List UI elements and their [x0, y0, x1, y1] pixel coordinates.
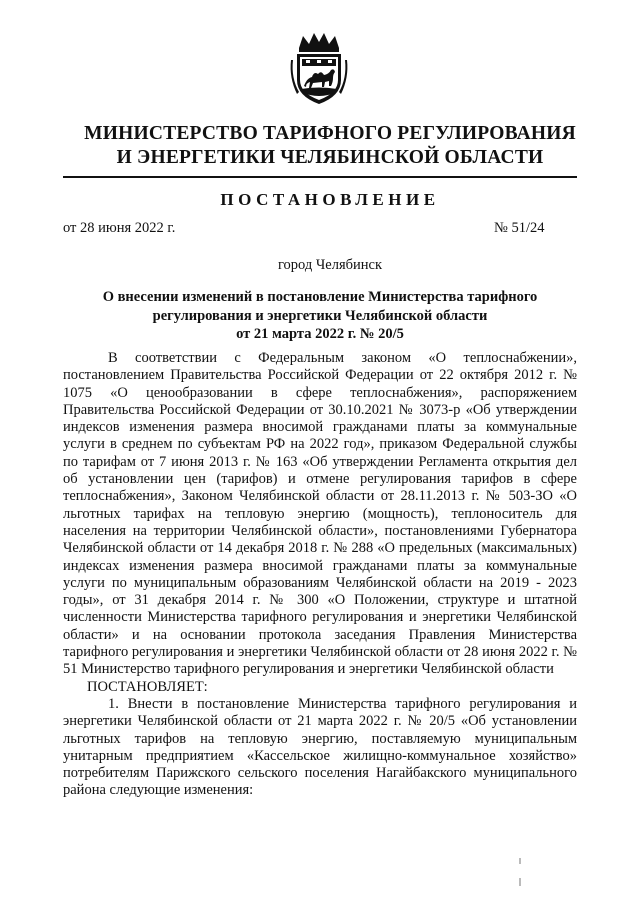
document-type-title: ПОСТАНОВЛЕНИЕ [220, 190, 440, 209]
document-subject [63, 288, 577, 344]
document-body [63, 350, 577, 800]
document-number: № 51/24 [494, 220, 545, 236]
ministry-name-line2: И ЭНЕРГЕТИКИ ЧЕЛЯБИНСКОЙ ОБЛАСТИ [116, 147, 544, 168]
ministry-name-line1: МИНИСТЕРСТВО ТАРИФНОГО РЕГУЛИРОВАНИЯ [84, 123, 576, 144]
subject-line2: регулирования и энергетики Челябинской области [152, 307, 488, 324]
item-1-paragraph: 1. Внести в постановление Министерства тарифного регулирования и энергетики Челябинской области от 21 марта 2022 г. № 20/5 «Об установлении льготных тарифов на тепловую энергию, поставляемую муниципальным унитарным предприятием «Кассельское жилищно-коммунальное хозяйство» потребителям Парижского сельского поселения Нагайбакского муниципального района следующие изменения: [63, 695, 577, 799]
resolves-paragraph: ПОСТАНОВЛЯЕТ: [87, 678, 208, 695]
document-city: город Челябинск [277, 257, 383, 273]
subject-line1: О внесении изменений в постановление Министерства тарифного [102, 289, 538, 305]
preamble-paragraph: В соответствии с Федеральным законом «О теплоснабжении», постановлением Правительства Российской Федерации от 22 октября 2012 г. № 1075 «О ценообразовании в сфере теплоснабжения», распоряжением Правительства Российской Федерации от 30.10.2021 № 3073-р «Об утверждении индексов изменения размера вносимой гражданами платы за коммунальные услуги в среднем по субъектам РФ на 2022 год», приказом Федеральной службы по тарифам от 7 июня 2013 г. № 163 «Об утверждении Регламента открытия дел об установлении цен (тарифов) и отмене регулирования тарифов в сфере теплоснабжения», Законом Челябинской области от 28.11.2013 г. № 503-ЗО «О льготных тарифах на тепловую энергию (мощность), теплоноситель для населения на территории Челябинской области», постановлениями Губернатора Челябинской области от 14 декабря 2018 г. № 288 «О предельных (максимальных) индексах изменения размера вносимой гражданами платы за коммунальные услуги по муниципальным образованиям Челябинской области на 2019 - 2023 годы», от 31 декабря 2014 г. № 300 «О Положении, структуре и штатной численности Министерства тарифного регулирования и энергетики Челябинской области» и на основании протокола заседания Правления Министерства тарифного регулирования и энергетики Челябинской области от 28 июня 2022 г. № 51 Министерство тарифного регулирования и энергетики Челябинской области [63, 350, 577, 678]
header-divider [63, 176, 577, 178]
coat-of-arms-icon [289, 30, 349, 106]
subject-line3: от 21 марта 2022 г. № 20/5 [236, 326, 404, 342]
ministry-name [40, 122, 620, 170]
scan-marks [519, 858, 521, 888]
document-date: от 28 июня 2022 г. [63, 220, 176, 236]
